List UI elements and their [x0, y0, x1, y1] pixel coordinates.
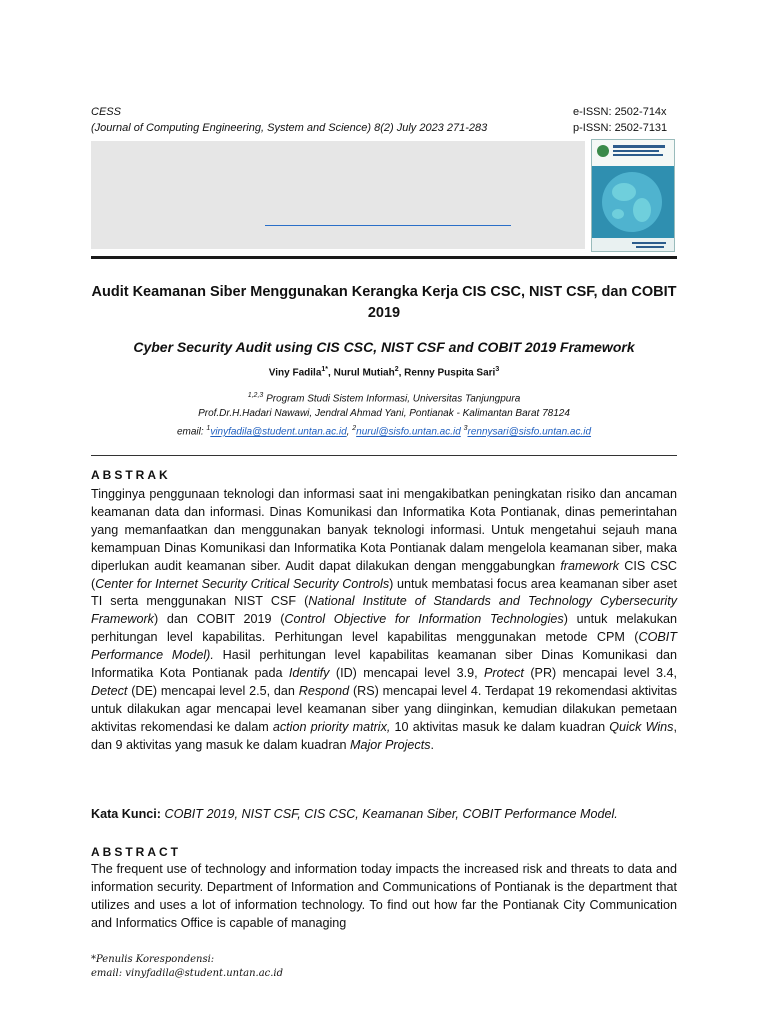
header-banner — [91, 141, 585, 249]
affiliation-block: $^{1,2,3}$ Program Studi Sistem Informasi, Universitas Tanjungpura Prof.Dr.H.Hadari Nawawi, Jendral Ahmad Yani, Pontianak - Kalimantan Barat 78124 email: $^1$vinyfadila@student.untan.ac.id, $^2$nurul@sisfo.untan.ac.id $^3$rennysari@sisfo.untan.ac.id — [91, 388, 677, 440]
paper-title: Audit Keamanan Siber Menggunakan Kerangka Kerja CIS CSC, NIST CSF, dan COBIT 2019 — [91, 284, 677, 321]
pissn: p-ISSN: 2502-7131 — [573, 122, 668, 134]
issn-block — [573, 104, 667, 136]
journal-full: (Journal of Computing Engineering, System and Science) 8(2) July 2023 271-283 — [91, 122, 488, 134]
banner-link-line[interactable] — [265, 225, 511, 226]
section-rule — [91, 455, 677, 456]
keywords-value: COBIT 2019, NIST CSF, CIS CSC, Keamanan Siber, COBIT Performance Model. — [164, 807, 618, 821]
affiliation-line-2: Prof.Dr.H.Hadari Nawawi, Jendral Ahmad Yani, Pontianak - Kalimantan Barat 78124 — [198, 408, 570, 420]
abstrak-segment: COBIT Performance Model). — [91, 630, 677, 663]
abstrak-segment: Quick Wins — [609, 719, 674, 734]
abstrak-body — [91, 486, 677, 755]
footnote — [91, 953, 283, 981]
abstrak-heading: ABSTRAK — [91, 468, 171, 482]
keywords-label: Kata Kunci: — [91, 807, 165, 821]
abstrak-segment: Identify — [288, 666, 330, 681]
journal-header — [91, 104, 487, 136]
abstrak-segment: Respond — [298, 683, 350, 698]
author-2: Nurul Mutiah — [333, 367, 395, 379]
abstrak-segment: National Institute of Standards and Technology Cybersecurity Framework — [91, 594, 677, 627]
abstrak-segment: Tingginya penggunaan teknologi dan informasi saat ini mengakibatkan peningkatan risiko dan ancaman keamanan data dan informasi. Dinas Komunikasi dan Informatika Kota Pontianak, dinas pemerintahan yang memanfaatkan dan menggunakan banyak teknologi informasi. Untuk mengetahui sejauh mana kemampuan Dinas Komunikasi dan Informatika Kota Pontianak dalam mengelola keamanan siber, maka diperlukan audit keamanan siber. Audit dapat dilakukan dengan menggabungkan — [91, 487, 677, 573]
journal-cover-image — [591, 139, 675, 252]
abstract-heading: ABSTRACT — [91, 845, 181, 859]
keywords-line — [91, 807, 677, 821]
footnote-line-1: *Penulis Korespondensi: — [91, 954, 215, 965]
author-1: Viny Fadila — [268, 367, 322, 379]
abstrak-segment: action priority matrix, — [272, 719, 391, 734]
abstrak-segment: (PR) mencapai level 3.4, — [523, 666, 677, 681]
email-link-3[interactable]: rennysari@sisfo.untan.ac.id — [467, 426, 592, 438]
abstrak-segment: Hasil perhitungan level kapabilitas keamanan siber Dinas Komunikasi dan Informatika Kota Pontianak pada — [91, 648, 678, 681]
abstrak-segment: ) dan COBIT 2019 ( — [153, 612, 285, 627]
abstrak-segment: Major Projects — [350, 737, 431, 752]
abstrak-segment: Protect — [484, 666, 524, 681]
abstrak-segment: (ID) mencapai level 3.9, — [329, 666, 485, 681]
header-rule — [91, 256, 677, 259]
abstrak-segment: ) untuk melakukan perhitungan level kapabilitas. Perhitungan level kapabilitas menggunakan metode CPM ( — [91, 612, 677, 645]
abstrak-segment: Control Objective for Information Technologies — [284, 612, 564, 627]
abstrak-segment: ) untuk membatasi focus area keamanan siber aset TI serta menggunakan NIST CSF ( — [91, 576, 678, 609]
affiliation-line-1: Program Studi Sistem Informasi, Universitas Tanjungpura — [263, 393, 521, 405]
email-link-2[interactable]: nurul@sisfo.untan.ac.id — [356, 426, 461, 438]
abstract-body: The frequent use of technology and information today impacts the increased risk and threats to data and information security. Department of Information and Communications of Pontianak is the department that utilizes and uses a lot of information technology. To find out how far the Pontianak City Communication and Informatics Office is capable of managing — [91, 862, 677, 930]
globe-cover-graphic — [592, 140, 674, 251]
abstrak-segment: Center for Internet Security Critical Security Controls — [95, 576, 390, 591]
abstrak-segment: framework — [560, 558, 620, 573]
abstrak-segment: CIS CSC ( — [91, 558, 677, 591]
abstrak-segment: (DE) mencapai level 2.5, dan — [127, 683, 299, 698]
abstrak-segment: 10 aktivitas masuk ke dalam kuadran — [390, 719, 610, 734]
author-list: Viny Fadila$^{1*}$, Nurul Mutiah$^2$, Renny Puspita Sari$^3$ — [268, 366, 500, 379]
author-3: Renny Puspita Sari — [404, 367, 496, 379]
abstrak-segment: (RS) mencapai level 4. Terdapat 19 rekomendasi aktivitas untuk dilakukan agar mencapai level keamanan siber yang diinginkan, kemudian dilakukan pemetaan aktivitas rekomendasi ke dalam — [91, 683, 677, 734]
abstrak-segment: . — [430, 737, 434, 752]
email-link-1[interactable]: vinyfadila@student.untan.ac.id — [210, 426, 347, 438]
journal-short: CESS — [91, 106, 121, 118]
eissn: e-ISSN: 2502-714x — [573, 106, 667, 118]
abstrak-segment: Detect — [91, 683, 128, 698]
paper-subtitle: Cyber Security Audit using CIS CSC, NIST CSF and COBIT 2019 Framework — [133, 339, 635, 355]
footnote-line-2: email: vinyfadila@student.untan.ac.id — [91, 968, 284, 979]
abstrak-segment: , dan 9 aktivitas yang masuk ke dalam kuadran — [91, 719, 677, 752]
email-line: email: $^1$vinyfadila@student.untan.ac.id, $^2$nurul@sisfo.untan.ac.id $^3$rennysari@sisfo.untan.ac.id — [176, 425, 592, 438]
